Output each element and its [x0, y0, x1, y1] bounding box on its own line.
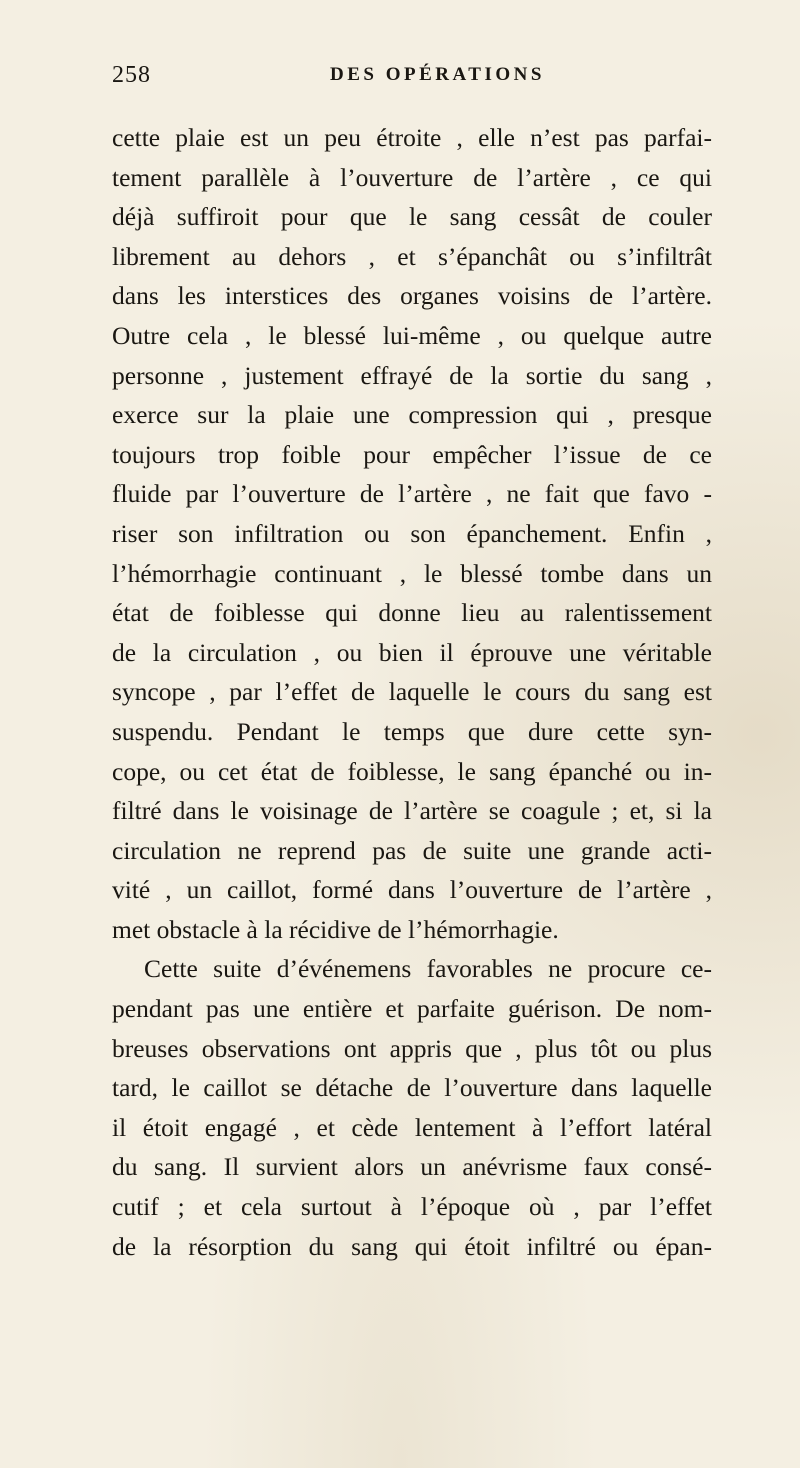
text-line: l’hémorrhagie continuant , le blessé tombe dans un: [112, 558, 712, 588]
page-number: 258: [112, 62, 151, 88]
text-line: du sang. Il survient alors un anévrisme faux consé-: [112, 1152, 712, 1182]
text-line: toujours trop foible pour empêcher l’issue de ce: [112, 439, 712, 469]
text-line: dans les interstices des organes voisins de l’artère.: [112, 281, 712, 311]
text-line: suspendu. Pendant le temps que dure cette syn-: [112, 716, 712, 746]
text-line: breuses observations ont appris que , plus tôt ou plus: [112, 1033, 712, 1063]
text-line: cope, ou cet état de foiblesse, le sang épanché ou in-: [112, 756, 712, 786]
text-line: met obstacle à la récidive de l’hémorrhagie.: [112, 914, 559, 944]
text-line: librement au dehors , et s’épanchât ou s’infiltrât: [112, 241, 712, 271]
text-line: pendant pas une entière et parfaite guérison. De nom-: [112, 994, 712, 1024]
text-line: syncope , par l’effet de laquelle le cours du sang est: [112, 677, 712, 707]
text-line: vité , un caillot, formé dans l’ouverture de l’artère ,: [112, 875, 712, 905]
text-line: déjà suffiroit pour que le sang cessât de couler: [112, 202, 712, 232]
body-text: [112, 118, 712, 1266]
text-line: tement parallèle à l’ouverture de l’artère , ce qui: [112, 162, 712, 192]
text-line: de la circulation , ou bien il éprouve une véritable: [112, 637, 712, 667]
text-line: tard, le caillot se détache de l’ouverture dans laquelle: [112, 1073, 712, 1103]
text-line: fluide par l’ouverture de l’artère , ne fait que favo -: [112, 479, 712, 509]
text-line: riser son infiltration ou son épanchement. Enfin ,: [112, 518, 712, 548]
text-line: exerce sur la plaie une compression qui , presque: [112, 400, 712, 430]
text-line: Cette suite d’événemens favorables ne procure ce-: [144, 954, 712, 984]
text-line: il étoit engagé , et cède lentement à l’effort latéral: [112, 1112, 712, 1142]
text-line: cutif ; et cela surtout à l’époque où , par l’effet: [112, 1192, 712, 1222]
text-line: état de foiblesse qui donne lieu au ralentissement: [112, 598, 712, 628]
running-head: DES OPÉRATIONS: [330, 64, 545, 85]
page-header: [112, 62, 702, 102]
text-line: filtré dans le voisinage de l’artère se coagule ; et, si la: [112, 796, 712, 826]
text-line: de la résorption du sang qui étoit infiltré ou épan-: [112, 1231, 712, 1261]
text-line: Outre cela , le blessé lui-même , ou quelque autre: [112, 320, 712, 350]
text-line: personne , justement effrayé de la sortie du sang ,: [112, 360, 712, 390]
text-line: cette plaie est un peu étroite , elle n’est pas parfai-: [112, 123, 712, 152]
text-line: circulation ne reprend pas de suite une grande acti-: [112, 835, 712, 865]
